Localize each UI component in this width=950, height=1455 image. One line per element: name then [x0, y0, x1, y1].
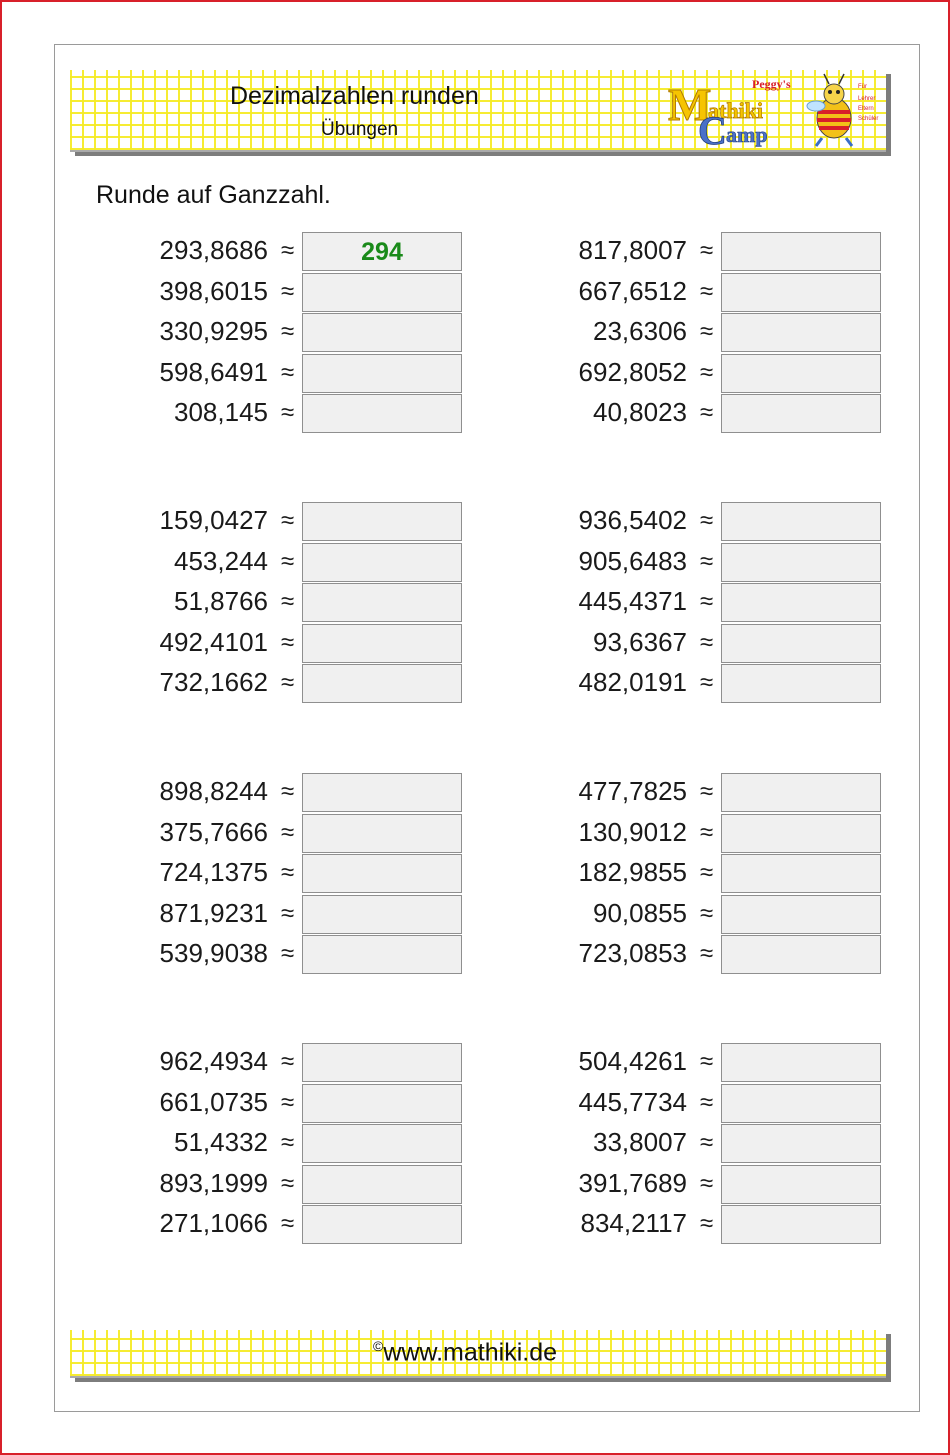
approx-sign: ≈	[700, 669, 714, 697]
footer	[373, 1338, 557, 1367]
exercise-number: 482,0191	[578, 667, 687, 698]
answer-box[interactable]	[721, 664, 881, 703]
approx-sign: ≈	[700, 237, 714, 264]
task-instruction: Runde auf Ganzzahl.	[96, 181, 331, 209]
approx-sign: ≈	[700, 358, 714, 386]
answer-box[interactable]	[721, 935, 881, 974]
exercise-number: 834,2117	[580, 1208, 687, 1239]
exercise-number: 90,0855	[593, 897, 687, 928]
exercise-number: 23,6306	[593, 316, 687, 347]
exercise-number: 667,6512	[578, 275, 687, 306]
answer-box[interactable]	[721, 354, 881, 393]
approx-sign: ≈	[281, 507, 295, 534]
answer-box[interactable]: 294	[302, 232, 462, 271]
exercise-number: 962,4934	[159, 1046, 268, 1076]
answer-box[interactable]	[721, 502, 881, 541]
answer-box[interactable]	[302, 313, 462, 352]
exercise-number: 598,6491	[159, 356, 268, 387]
svg-text:M: M	[668, 79, 712, 130]
answer-box[interactable]	[302, 502, 462, 541]
exercise-number: 817,8007	[578, 235, 687, 265]
answer-box[interactable]	[302, 1124, 462, 1163]
exercise-number: 40,8023	[593, 397, 687, 428]
approx-sign: ≈	[700, 318, 714, 346]
svg-text:C: C	[698, 108, 727, 150]
exercise-number: 33,8007	[593, 1127, 687, 1158]
approx-sign: ≈	[700, 507, 714, 534]
exercise-number: 492,4101	[159, 626, 268, 657]
answer-box[interactable]	[302, 273, 462, 312]
approx-sign: ≈	[700, 1048, 714, 1075]
exercise-number: 893,1999	[159, 1167, 268, 1198]
exercise-number: 871,9231	[159, 897, 268, 928]
approx-sign: ≈	[700, 940, 714, 968]
approx-sign: ≈	[281, 818, 295, 846]
exercise-number: 398,6015	[159, 275, 268, 306]
approx-sign: ≈	[281, 399, 295, 427]
answer-box[interactable]	[302, 664, 462, 703]
svg-text:athiki: athiki	[708, 98, 764, 123]
approx-sign: ≈	[281, 778, 295, 805]
approx-sign: ≈	[281, 547, 295, 575]
approx-sign: ≈	[700, 588, 714, 616]
answer-box[interactable]	[721, 773, 881, 812]
exercise-number: 182,9855	[578, 857, 687, 888]
exercise-number: 724,1375	[159, 857, 268, 888]
approx-sign: ≈	[281, 899, 295, 927]
mathiki-camp-logo	[666, 70, 888, 150]
approx-sign: ≈	[281, 669, 295, 697]
exercise-number: 51,8766	[174, 586, 268, 617]
approx-sign: ≈	[700, 818, 714, 846]
approx-sign: ≈	[281, 277, 295, 305]
answer-box[interactable]	[302, 624, 462, 663]
approx-sign: ≈	[700, 859, 714, 887]
answer-box[interactable]	[302, 935, 462, 974]
exercise-number: 453,244	[174, 545, 268, 576]
exercise-number: 308,145	[174, 397, 268, 428]
answer-box[interactable]	[302, 1043, 462, 1082]
svg-text:Lehrer: Lehrer	[858, 96, 876, 102]
exercise-number: 905,6483	[578, 545, 687, 576]
answer-box[interactable]	[721, 583, 881, 622]
answer-box[interactable]	[721, 1165, 881, 1204]
answer-box[interactable]	[302, 895, 462, 934]
answer-box[interactable]	[302, 1084, 462, 1123]
worksheet-title: Dezimalzahlen runden	[230, 82, 479, 110]
answer-box[interactable]	[302, 814, 462, 853]
exercise-number: 936,5402	[578, 505, 687, 535]
approx-sign: ≈	[281, 628, 295, 656]
exercise-number: 293,8686	[159, 235, 268, 265]
answer-box[interactable]	[302, 854, 462, 893]
exercise-number: 539,9038	[159, 938, 268, 969]
exercise-number: 477,7825	[578, 776, 687, 806]
exercise-number: 692,8052	[578, 356, 687, 387]
approx-sign: ≈	[281, 1169, 295, 1197]
exercise-number: 723,0853	[578, 938, 687, 969]
approx-sign: ≈	[700, 399, 714, 427]
svg-text:Schüler: Schüler	[858, 116, 879, 122]
footer-url[interactable]: www.mathiki.de	[383, 1338, 557, 1367]
approx-sign: ≈	[700, 628, 714, 656]
bee-mascot-icon	[807, 74, 852, 146]
approx-sign: ≈	[700, 1210, 714, 1238]
approx-sign: ≈	[700, 547, 714, 575]
svg-text:amp: amp	[726, 122, 768, 147]
approx-sign: ≈	[700, 1169, 714, 1197]
answer-box[interactable]	[721, 273, 881, 312]
answer-box[interactable]	[302, 394, 462, 433]
exercise-number: 93,6367	[593, 626, 687, 657]
exercise-number: 898,8244	[159, 776, 268, 806]
approx-sign: ≈	[281, 859, 295, 887]
exercise-number: 330,9295	[159, 316, 268, 347]
exercise-number: 732,1662	[159, 667, 268, 698]
worksheet-subtitle: Übungen	[321, 119, 399, 140]
answer-box[interactable]	[721, 854, 881, 893]
approx-sign: ≈	[281, 1048, 295, 1075]
answer-box[interactable]	[302, 1165, 462, 1204]
approx-sign: ≈	[700, 1129, 714, 1157]
approx-sign: ≈	[281, 1129, 295, 1157]
answer-box[interactable]	[302, 543, 462, 582]
answer-box[interactable]	[721, 394, 881, 433]
answer-box[interactable]	[721, 543, 881, 582]
copyright-symbol: ©	[373, 1338, 384, 1354]
exercise-number: 445,4371	[578, 586, 687, 617]
exercise-number: 130,9012	[578, 816, 687, 847]
approx-sign: ≈	[700, 778, 714, 805]
logo-brand-top: Peggy's	[752, 77, 791, 91]
approx-sign: ≈	[281, 358, 295, 386]
approx-sign: ≈	[700, 277, 714, 305]
approx-sign: ≈	[281, 1210, 295, 1238]
answer-box[interactable]	[721, 1084, 881, 1123]
approx-sign: ≈	[281, 940, 295, 968]
answer-box[interactable]	[721, 895, 881, 934]
exercise-number: 51,4332	[174, 1127, 268, 1158]
approx-sign: ≈	[281, 1088, 295, 1116]
answer-box[interactable]	[721, 814, 881, 853]
answer-box[interactable]	[721, 313, 881, 352]
approx-sign: ≈	[281, 237, 295, 264]
approx-sign: ≈	[700, 899, 714, 927]
answer-box[interactable]	[302, 773, 462, 812]
answer-box[interactable]	[721, 1205, 881, 1244]
approx-sign: ≈	[281, 318, 295, 346]
exercise-number: 445,7734	[578, 1086, 687, 1117]
svg-text:Für: Für	[858, 84, 867, 90]
exercise-number: 504,4261	[578, 1046, 687, 1076]
exercise-number: 159,0427	[159, 505, 268, 535]
answer-box[interactable]	[721, 1124, 881, 1163]
answer-box[interactable]	[721, 232, 881, 271]
approx-sign: ≈	[281, 588, 295, 616]
answer-box[interactable]	[721, 624, 881, 663]
exercise-number: 661,0735	[159, 1086, 268, 1117]
answer-box[interactable]	[302, 583, 462, 622]
exercise-number: 375,7666	[159, 816, 268, 847]
exercise-number: 391,7689	[578, 1167, 687, 1198]
svg-text:Eltern: Eltern	[858, 106, 874, 112]
approx-sign: ≈	[700, 1088, 714, 1116]
answer-box[interactable]	[721, 1043, 881, 1082]
answer-box[interactable]	[302, 1205, 462, 1244]
answer-box[interactable]	[302, 354, 462, 393]
exercise-number: 271,1066	[159, 1208, 268, 1239]
